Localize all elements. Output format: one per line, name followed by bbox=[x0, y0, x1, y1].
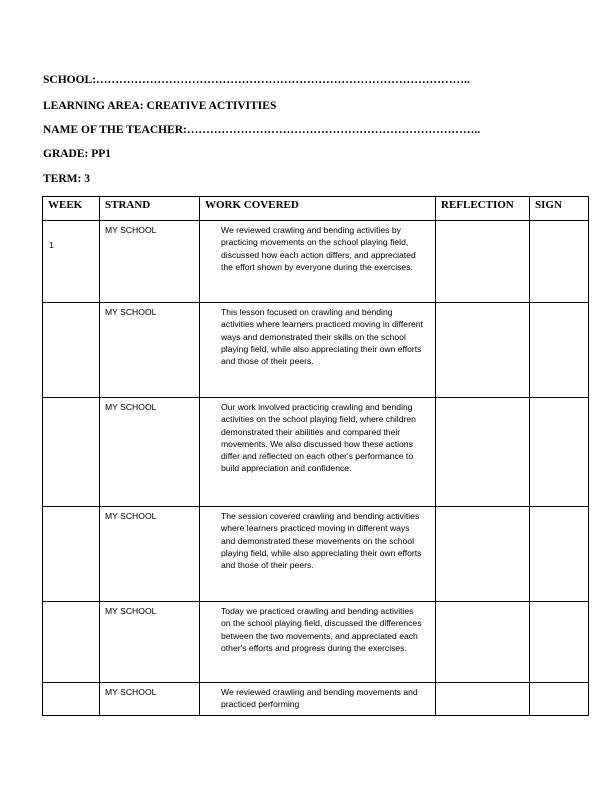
reflection-cell bbox=[436, 221, 530, 303]
work-covered-cell: Today we practiced crawling and bending activities on the school playing field, discussed the differences between the two movements, and appreciated each other's efforts and progress during the exercises. bbox=[200, 602, 436, 683]
work-covered-cell: This lesson focused on crawling and bending activities where learners practiced moving in different ways and demonstrated their skills on the school playing field, while also appreciating their own efforts and those of their peers. bbox=[200, 303, 436, 398]
strand-cell: MY SCHOOL bbox=[100, 683, 200, 716]
sign-cell bbox=[530, 683, 589, 716]
work-covered-cell: We reviewed crawling and bending activities by practicing movements on the school playing field, discussed how each action differs, and appreciated the effort shown by everyone during the exercises. bbox=[200, 221, 436, 303]
work-covered-cell: We reviewed crawling and bending movements and practiced performing bbox=[200, 683, 436, 716]
table-row bbox=[43, 398, 589, 507]
sign-cell bbox=[530, 303, 589, 398]
reflection-cell bbox=[436, 683, 530, 716]
week-cell: 1 bbox=[43, 221, 100, 303]
week-cell bbox=[43, 507, 100, 602]
work-covered-cell: Our work involved practicing crawling and bending activities on the school playing field, where children demonstrated their abilities and compared their movements. We also discussed how these actions differ and reflected on each other's performance to build appreciation and confidence. bbox=[200, 398, 436, 507]
strand-cell: MY SCHOOL bbox=[100, 221, 200, 303]
work-covered-cell: The session covered crawling and bending activities where learners practiced moving in different ways and demonstrated these movements on the school playing field, while also appreciating their own efforts and those of their peers. bbox=[200, 507, 436, 602]
column-header-week: WEEK bbox=[43, 197, 100, 221]
strand-cell: MY SCHOOL bbox=[100, 602, 200, 683]
reflection-cell bbox=[436, 602, 530, 683]
table-row bbox=[43, 221, 589, 303]
column-header-sign: SIGN bbox=[530, 197, 589, 221]
table-row bbox=[43, 683, 589, 716]
week-cell bbox=[43, 398, 100, 507]
strand-cell: MY SCHOOL bbox=[100, 303, 200, 398]
reflection-cell bbox=[436, 507, 530, 602]
column-header-reflection: REFLECTION bbox=[436, 197, 530, 221]
learning-area: LEARNING AREA: CREATIVE ACTIVITIES bbox=[43, 100, 277, 112]
table-row bbox=[43, 303, 589, 398]
sign-cell bbox=[530, 507, 589, 602]
reflection-cell bbox=[436, 398, 530, 507]
grade: GRADE: PP1 bbox=[43, 148, 112, 160]
table-row bbox=[43, 507, 589, 602]
sign-cell bbox=[530, 398, 589, 507]
week-cell bbox=[43, 303, 100, 398]
term: TERM: 3 bbox=[43, 173, 90, 185]
sign-cell bbox=[530, 221, 589, 303]
teacher-name-field: NAME OF THE TEACHER:………………………………………………………………….. bbox=[43, 124, 481, 136]
table-header-row bbox=[43, 197, 589, 221]
sign-cell bbox=[530, 602, 589, 683]
school-field: SCHOOL:…………………………………………………………………………………….. bbox=[43, 74, 470, 86]
table-row bbox=[43, 602, 589, 683]
strand-cell: MY SCHOOL bbox=[100, 398, 200, 507]
strand-cell: MY SCHOOL bbox=[100, 507, 200, 602]
column-header-work-covered: WORK COVERED bbox=[200, 197, 436, 221]
week-cell bbox=[43, 602, 100, 683]
column-header-strand: STRAND bbox=[100, 197, 200, 221]
reflection-cell bbox=[436, 303, 530, 398]
work-record-table bbox=[42, 196, 589, 716]
week-cell bbox=[43, 683, 100, 716]
